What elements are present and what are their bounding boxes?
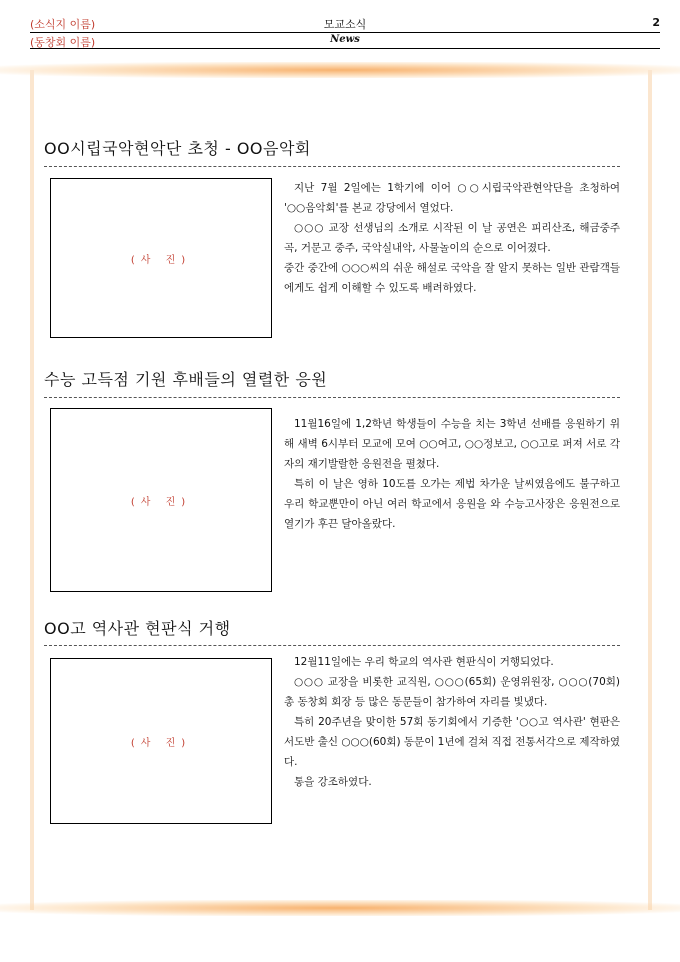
photo-label: (사 진) bbox=[130, 496, 192, 508]
paragraph: 지난 7월 2일에는 1학기에 이어 ○○시립국악관현악단을 초청하여 '○○음악회'를 본교 강당에서 열었다. bbox=[284, 182, 620, 214]
header-row-bottom bbox=[30, 34, 660, 49]
article-3-body bbox=[284, 652, 620, 792]
header-title: 모교소식 bbox=[323, 18, 367, 31]
paragraph: 12월11일에는 우리 학교의 역사관 현판식이 거행되었다. bbox=[294, 656, 554, 668]
paragraph: 11월16일에 1,2학년 학생들이 수능을 치는 3학년 선배를 응원하기 위해 새벽 6시부터 모교에 모여 ○○여고, ○○정보고, ○○고로 퍼져 서로 각자의 재기발랄한 응원전을 펼쳤다. bbox=[284, 418, 620, 470]
paragraph: 통을 강조하였다. bbox=[294, 776, 372, 788]
article-2-title: 수능 고득점 기원 후배들의 열렬한 응원 bbox=[44, 370, 328, 389]
article-1-photo-placeholder bbox=[50, 178, 272, 338]
article-2-photo-placeholder bbox=[50, 408, 272, 592]
article-3-photo-placeholder bbox=[50, 658, 272, 824]
paragraph: 특히 20주년을 맞이한 57회 동기회에서 기증한 '○○고 역사관' 현판은 서도반 출신 ○○○(60회) 동문이 1년에 걸쳐 직접 전통서각으로 제작하였다. bbox=[284, 716, 620, 768]
article-1-body bbox=[284, 178, 620, 298]
header-subtitle: News bbox=[330, 34, 360, 45]
divider bbox=[44, 645, 620, 646]
alumni-name: (동창회 이름) bbox=[30, 36, 96, 49]
paragraph: 중간 중간에 ○○○씨의 쉬운 해설로 국악을 잘 알지 못하는 일반 관람객들에게도 쉽게 이해할 수 있도록 배려하였다. bbox=[284, 262, 620, 294]
divider bbox=[44, 166, 620, 167]
bottom-decor-band bbox=[0, 900, 680, 916]
article-2-body bbox=[284, 414, 620, 534]
article-1-title: OO시립국악현악단 초청 - OO음악회 bbox=[44, 139, 311, 158]
newsletter-name: (소식지 이름) bbox=[30, 18, 96, 31]
article-3-title: OO고 역사관 현판식 거행 bbox=[44, 619, 231, 638]
header-row-top bbox=[30, 16, 660, 33]
photo-label: (사 진) bbox=[130, 254, 192, 266]
paragraph: ○○○ 교장 선생님의 소개로 시작된 이 날 공연은 피리산조, 해금중주곡, 거문고 중주, 국악실내악, 사물놀이의 순으로 이어졌다. bbox=[284, 222, 620, 254]
photo-label: (사 진) bbox=[130, 737, 192, 749]
divider bbox=[44, 397, 620, 398]
paragraph: 특히 이 날은 영하 10도를 오가는 제법 차가운 날씨였음에도 불구하고 우리 학교뿐만이 아닌 여러 학교에서 응원을 와 수능고사장은 응원전으로 열기가 후끈 달아올랐다. bbox=[284, 478, 620, 530]
paragraph: ○○○ 교장을 비롯한 교직원, ○○○(65회) 운영위원장, ○○○(70회) 총 동창회 회장 등 많은 동문들이 참가하여 자리를 빛냈다. bbox=[284, 676, 620, 708]
page-number: 2 bbox=[652, 16, 660, 29]
